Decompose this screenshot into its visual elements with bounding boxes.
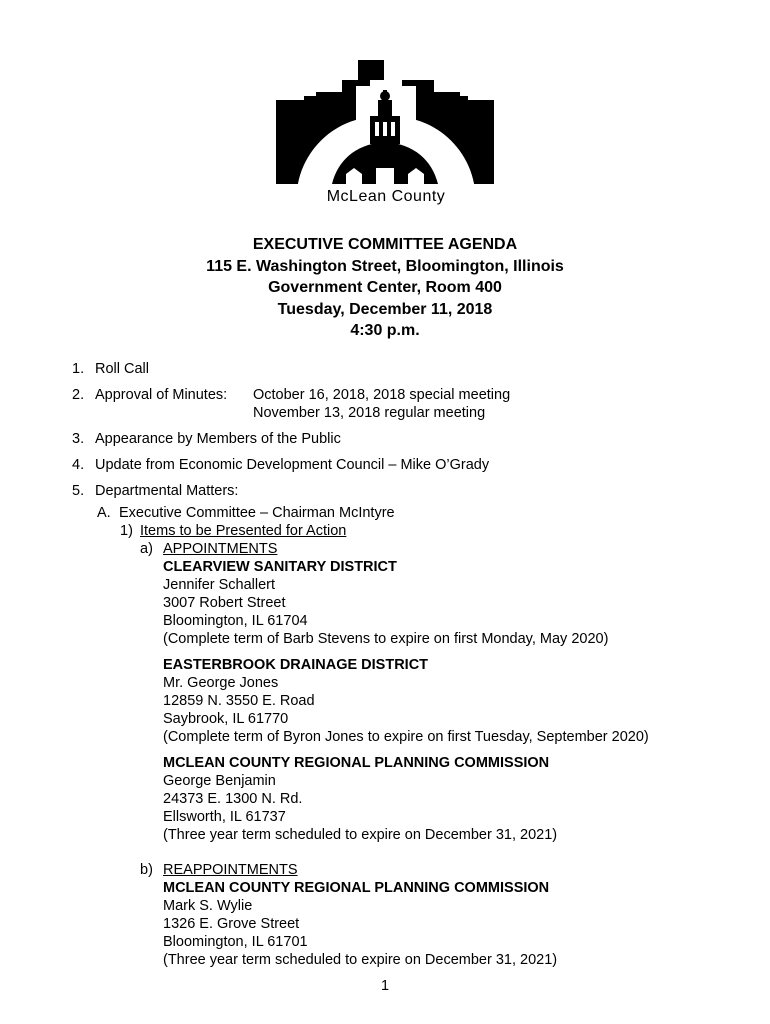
term-note: (Complete term of Byron Jones to expire on first Tuesday, September 2020) [163, 729, 649, 745]
item-number: 1. [72, 361, 85, 377]
appointee-name: Jennifer Schallert [163, 577, 276, 593]
logo-text: McLean County [326, 188, 446, 205]
item-label: Approval of Minutes: [95, 387, 228, 403]
reappointment-entry [72, 879, 752, 969]
minutes-line: October 16, 2018, 2018 special meeting [253, 387, 511, 403]
appointee-city: Bloomington, IL 61704 [163, 613, 308, 629]
courthouse-dome-icon [272, 56, 500, 188]
term-note: (Three year term scheduled to expire on December 31, 2021) [163, 952, 558, 968]
appointment-entry [72, 656, 752, 746]
section-mark: A. [97, 505, 111, 521]
minutes-line: November 13, 2018 regular meeting [253, 405, 486, 421]
subsection-text: Items to be Presented for Action [140, 523, 347, 539]
appointee-city: Ellsworth, IL 61737 [163, 809, 286, 825]
board-name: MCLEAN COUNTY REGIONAL PLANNING COMMISSION [163, 880, 550, 896]
agenda-item-public [72, 430, 752, 448]
item-text: Update from Economic Development Council – Mike O’Grady [95, 457, 490, 473]
appointments-heading [72, 540, 752, 558]
meeting-room: Government Center, Room 400 [268, 279, 502, 296]
meeting-date: Tuesday, December 11, 2018 [277, 300, 493, 318]
appointment-entry [72, 754, 752, 844]
agenda-item-departmental [72, 482, 752, 500]
appointment-entry [72, 558, 752, 648]
term-note: (Complete term of Barb Stevens to expire on first Monday, May 2020) [163, 631, 609, 647]
item-text: Roll Call [95, 361, 149, 377]
appointee-city: Bloomington, IL 61701 [163, 934, 308, 950]
county-logo [272, 56, 500, 212]
section-text: Executive Committee – Chairman McIntyre [119, 505, 395, 521]
reappointments-mark: b) [140, 862, 153, 878]
meeting-address: 115 E. Washington Street, Bloomington, Illinois [206, 257, 564, 275]
agenda-item-minutes [72, 386, 752, 422]
board-name: EASTERBROOK DRAINAGE DISTRICT [163, 657, 429, 673]
appointee-name: George Benjamin [163, 773, 276, 789]
item-text: Appearance by Members of the Public [95, 431, 341, 447]
item-number: 4. [72, 457, 85, 473]
reappointments-heading [72, 861, 752, 879]
appointee-street: 12859 N. 3550 E. Road [163, 693, 315, 709]
subsection-action-items [72, 522, 752, 540]
agenda-item-edc-update [72, 456, 752, 474]
agenda-item-roll-call [72, 360, 752, 378]
subsection-mark: 1) [120, 523, 133, 539]
appointee-street: 3007 Robert Street [163, 595, 286, 611]
appointee-city: Saybrook, IL 61770 [163, 711, 289, 727]
item-text: Departmental Matters: [95, 483, 239, 499]
appointments-mark: a) [140, 541, 153, 557]
item-number: 5. [72, 483, 85, 499]
appointments-title: APPOINTMENTS [163, 541, 278, 557]
meeting-time: 4:30 p.m. [350, 322, 420, 339]
term-note: (Three year term scheduled to expire on December 31, 2021) [163, 827, 558, 843]
board-name: CLEARVIEW SANITARY DISTRICT [163, 559, 397, 575]
agenda-list [72, 360, 752, 969]
reappointments-title: REAPPOINTMENTS [163, 862, 298, 878]
page-number: 1 [380, 978, 390, 994]
appointee-name: Mark S. Wylie [163, 898, 253, 914]
board-name: MCLEAN COUNTY REGIONAL PLANNING COMMISSION [163, 755, 550, 771]
appointee-street: 24373 E. 1300 N. Rd. [163, 791, 303, 807]
agenda-title: EXECUTIVE COMMITTEE AGENDA [252, 236, 518, 253]
item-number: 2. [72, 387, 85, 403]
appointee-name: Mr. George Jones [163, 675, 279, 691]
section-executive-committee [72, 504, 752, 522]
item-number: 3. [72, 431, 85, 447]
agenda-header [0, 234, 770, 342]
appointee-street: 1326 E. Grove Street [163, 916, 300, 932]
